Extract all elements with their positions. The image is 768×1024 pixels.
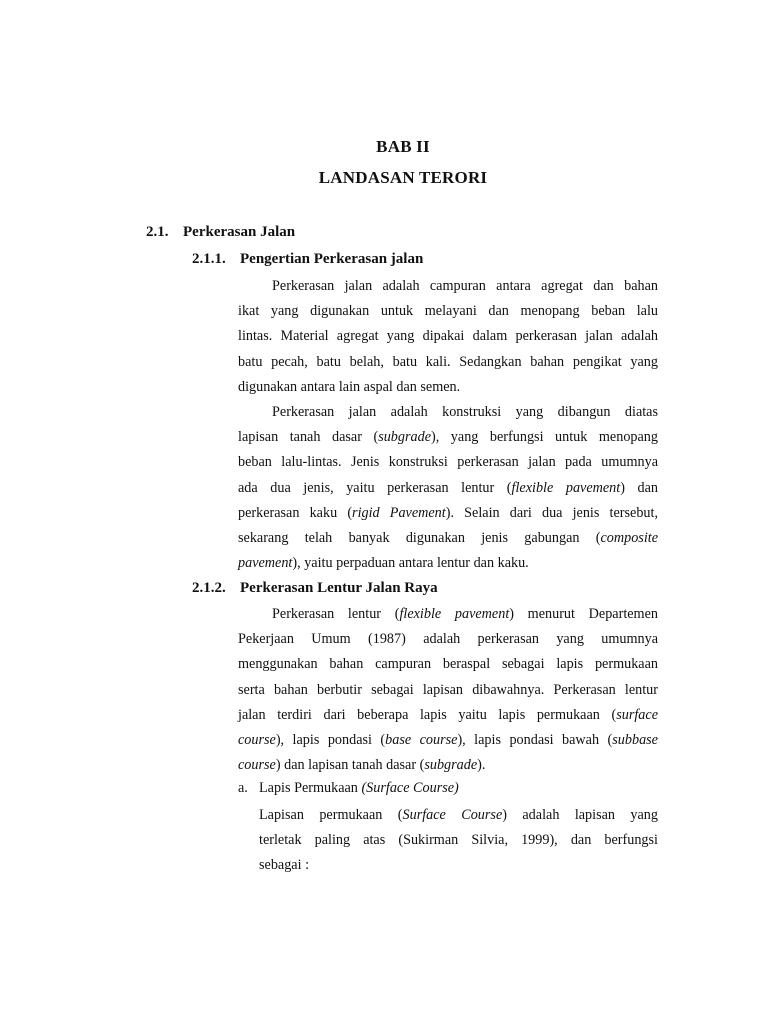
section-number: 2.1.1. <box>192 251 226 267</box>
paragraph <box>259 803 658 879</box>
text-line: menggunakan bahan campuran beraspal sebagai lapis permukaan <box>238 656 658 673</box>
text-line: sekarang telah banyak digunakan jenis gabungan (composite <box>238 529 658 546</box>
text-line: course), lapis pondasi (base course), lapis pondasi bawah (subbase <box>238 731 658 748</box>
paragraph <box>238 274 658 400</box>
text-line: pavement), yaitu perpaduan antara lentur dan kaku. <box>238 555 529 572</box>
text-line: jalan terdiri dari beberapa lapis yaitu lapis permukaan (surface <box>238 706 658 723</box>
section-title: Perkerasan Lentur Jalan Raya <box>240 580 438 596</box>
section-2-1-heading <box>146 224 295 241</box>
text-line: Perkerasan jalan adalah campuran antara agregat dan bahan <box>272 278 658 294</box>
text-line: Perkerasan lentur (flexible pavement) menurut Departemen <box>272 606 658 622</box>
paragraph <box>238 602 658 778</box>
text-line: ada dua jenis, yaitu perkerasan lentur (flexible pavement) dan <box>238 479 658 496</box>
text-line: terletak paling atas (Sukirman Silvia, 1999), dan berfungsi <box>259 832 658 849</box>
text-line: serta bahan berbutir sebagai lapisan dibawahnya. Perkerasan lentur <box>238 681 658 698</box>
text-line: digunakan antara lain aspal dan semen. <box>238 378 461 395</box>
section-title: Perkerasan Jalan <box>183 224 296 240</box>
text-line: lapisan tanah dasar (subgrade), yang berfungsi untuk menopang <box>238 429 658 446</box>
section-number: 2.1.2. <box>192 580 226 596</box>
text-line: Pekerjaan Umum (1987) adalah perkerasan yang umumnya <box>238 631 658 648</box>
section-2-1-1-heading <box>192 251 423 268</box>
list-marker: a. <box>238 780 248 796</box>
text-line: Perkerasan jalan adalah konstruksi yang dibangun diatas <box>272 404 658 420</box>
section-number: 2.1. <box>146 224 169 240</box>
section-title: Pengertian Perkerasan jalan <box>240 251 424 267</box>
text-line: Lapisan permukaan (Surface Course) adalah lapisan yang <box>259 807 658 823</box>
text-line: ikat yang digunakan untuk melayani dan menopang beban lalu <box>238 303 658 320</box>
list-label-italic: (Surface Course) <box>361 780 459 796</box>
chapter-title: LANDASAN TERORI <box>318 168 488 187</box>
paragraph <box>238 400 658 576</box>
text-line: lintas. Material agregat yang dipakai dalam perkerasan jalan adalah <box>238 328 658 345</box>
text-line: sebagai : <box>259 857 310 874</box>
text-line: perkerasan kaku (rigid Pavement). Selain dari dua jenis tersebut, <box>238 504 659 521</box>
text-line: course) dan lapisan tanah dasar (subgrade). <box>238 757 486 774</box>
list-item-a-heading <box>238 780 459 797</box>
text-line: batu pecah, batu belah, batu kali. Sedangkan bahan pengikat yang <box>238 353 658 370</box>
list-label: Lapis Permukaan <box>259 780 362 796</box>
chapter-number: BAB II <box>376 137 430 156</box>
text-line: beban lalu-lintas. Jenis konstruksi perkerasan jalan pada umumnya <box>238 454 658 471</box>
section-2-1-2-heading <box>192 580 438 597</box>
